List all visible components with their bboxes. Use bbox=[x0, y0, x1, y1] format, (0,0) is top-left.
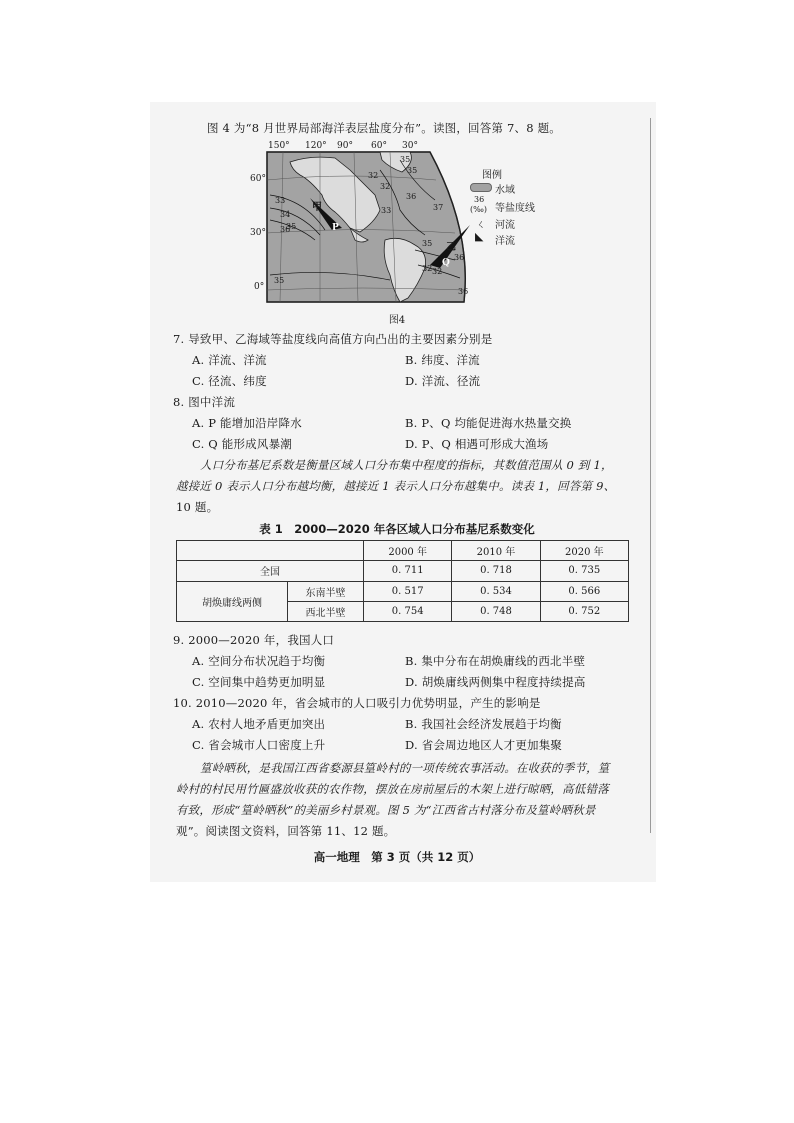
q10-option-b: B. 我国社会经济发展趋于均衡 bbox=[405, 717, 562, 731]
gini-intro-line: 人口分布基尼系数是衡量区域人口分布集中程度的指标，其数值范围从 0 到 1， bbox=[200, 458, 613, 472]
lon-label: 60° bbox=[371, 141, 387, 151]
isoline-value: 32 bbox=[368, 171, 379, 180]
material-line: 观”。阅读图文资料，回答第 11、12 题。 bbox=[176, 824, 396, 838]
table-row bbox=[177, 561, 629, 581]
q8-stem: 8. 图中洋流 bbox=[173, 395, 236, 409]
fig4-caption: 图4 bbox=[388, 315, 406, 326]
legend-item-river: 河流 bbox=[495, 220, 515, 231]
material-line: 岭村的村民用竹匾盛放收获的农作物，摆放在房前屋后的木架上进行晾晒，高低错落 bbox=[176, 782, 609, 796]
isoline-value: 37 bbox=[433, 203, 444, 212]
isoline-value: 33 bbox=[381, 206, 392, 215]
table-cell: 0. 754 bbox=[364, 601, 452, 621]
q10-option-a: A. 农村人地矛盾更加突出 bbox=[192, 717, 326, 731]
isoline-value: 35 bbox=[274, 276, 285, 285]
right-margin-rule bbox=[650, 118, 651, 833]
isoline-value: 35 bbox=[407, 166, 418, 175]
q8-option-d: D. P、Q 相遇可形成大渔场 bbox=[405, 437, 549, 451]
isoline-value: 34 bbox=[280, 210, 291, 219]
table-cell: 0. 735 bbox=[540, 561, 628, 581]
isoline-value: 36 bbox=[406, 192, 417, 201]
current-label-p: P bbox=[332, 223, 339, 233]
q10-option-c: C. 省会城市人口密度上升 bbox=[192, 738, 326, 752]
page-footer: 高一地理 第 3 页（共 12 页） bbox=[313, 850, 481, 864]
lon-label: 150° bbox=[268, 141, 290, 151]
q8-option-a: A. P 能增加沿岸降水 bbox=[192, 416, 302, 430]
legend-isoline-unit: (‰) bbox=[470, 205, 487, 214]
water-swatch-icon bbox=[470, 183, 492, 192]
lon-label: 90° bbox=[337, 141, 353, 151]
lat-label: 0° bbox=[254, 282, 265, 292]
current-label-q: Q bbox=[442, 258, 450, 268]
table-row-label: 全国 bbox=[177, 561, 364, 581]
gini-table bbox=[176, 540, 629, 622]
lat-label: 60° bbox=[250, 174, 266, 184]
legend-isoline-sample: 36 bbox=[474, 195, 485, 204]
fig4-intro: 图 4 为“8 月世界局部海洋表层盐度分布”。读图，回答第 7、8 题。 bbox=[207, 121, 561, 135]
table-cell: 0. 566 bbox=[540, 581, 628, 601]
salinity-map bbox=[250, 140, 530, 305]
table-row-label: 西北半壁 bbox=[288, 601, 364, 621]
sea-label-jia: 甲 bbox=[312, 202, 322, 213]
table1-title: 表 1 2000—2020 年各区域人口分布基尼系数变化 bbox=[259, 522, 535, 536]
isoline-value: 36 bbox=[454, 253, 465, 262]
legend-title: 图例 bbox=[482, 170, 502, 181]
table-cell: 0. 752 bbox=[540, 601, 628, 621]
q7-stem: 7. 导致甲、乙海域等盐度线向高值方向凸出的主要因素分别是 bbox=[173, 332, 493, 346]
isoline-value: 32 bbox=[422, 264, 433, 273]
table-header-cell: 2020 年 bbox=[540, 541, 628, 561]
q9-option-a: A. 空间分布状况趋于均衡 bbox=[192, 654, 326, 668]
table-header-cell: 2000 年 bbox=[364, 541, 452, 561]
q9-option-b: B. 集中分布在胡焕庸线的西北半壁 bbox=[405, 654, 586, 668]
table-row bbox=[177, 581, 629, 601]
sea-label-yi: 乙 bbox=[446, 242, 456, 253]
q7-option-d: D. 洋流、径流 bbox=[405, 374, 481, 388]
isoline-value: 35 bbox=[400, 155, 411, 164]
q7-option-a: A. 洋流、洋流 bbox=[192, 353, 267, 367]
q9-option-c: C. 空间集中趋势更加明显 bbox=[192, 675, 326, 689]
isoline-value: 32 bbox=[380, 182, 391, 191]
table-cell: 0. 748 bbox=[452, 601, 540, 621]
lat-label: 30° bbox=[250, 228, 266, 238]
q9-stem: 9. 2000—2020 年，我国人口 bbox=[173, 633, 335, 647]
isoline-value: 33 bbox=[275, 196, 286, 205]
gini-intro-line: 10 题。 bbox=[176, 500, 219, 514]
table-cell: 0. 711 bbox=[364, 561, 452, 581]
lon-label: 30° bbox=[402, 141, 418, 151]
legend-item-isoline: 等盐度线 bbox=[495, 203, 535, 214]
table-header-row bbox=[177, 541, 629, 561]
table-group-label: 胡焕庸线两侧 bbox=[177, 581, 288, 622]
q10-stem: 10. 2010—2020 年，省会城市的人口吸引力优势明显，产生的影响是 bbox=[173, 696, 541, 710]
q8-option-c: C. Q 能形成风暴潮 bbox=[192, 437, 292, 451]
isoline-value: 36 bbox=[458, 287, 469, 296]
isoline-value: 36 bbox=[280, 225, 291, 234]
table-header-empty bbox=[177, 541, 364, 561]
isoline-value: 35 bbox=[286, 222, 297, 231]
table-cell: 0. 534 bbox=[452, 581, 540, 601]
legend-item-current: 洋流 bbox=[495, 236, 515, 247]
material-line: 有致，形成“篁岭晒秋”的美丽乡村景观。图 5 为“江西省古村落分布及篁岭晒秋景 bbox=[176, 803, 596, 817]
isoline-value: 35 bbox=[422, 239, 433, 248]
q7-option-b: B. 纬度、洋流 bbox=[405, 353, 480, 367]
q7-option-c: C. 径流、纬度 bbox=[192, 374, 267, 388]
table-cell: 0. 517 bbox=[364, 581, 452, 601]
table-cell: 0. 718 bbox=[452, 561, 540, 581]
gini-intro-line: 越接近 0 表示人口分布越均衡，越接近 1 表示人口分布越集中。读表 1，回答第 9、 bbox=[176, 479, 616, 493]
q10-option-d: D. 省会周边地区人才更加集聚 bbox=[405, 738, 563, 752]
table-header-cell: 2010 年 bbox=[452, 541, 540, 561]
q8-option-b: B. P、Q 均能促进海水热量交换 bbox=[405, 416, 572, 430]
isoline-value: 32 bbox=[432, 267, 443, 276]
current-arrow-icon: ◣ bbox=[475, 230, 484, 243]
lon-label: 120° bbox=[305, 141, 327, 151]
q9-option-d: D. 胡焕庸线两侧集中程度持续提高 bbox=[405, 675, 586, 689]
table-row-label: 东南半壁 bbox=[288, 581, 364, 601]
material-line: 篁岭晒秋，是我国江西省婺源县篁岭村的一项传统农事活动。在收获的季节，篁 bbox=[200, 761, 610, 775]
river-icon: ㄑ bbox=[476, 220, 486, 231]
legend-item-water: 水域 bbox=[495, 185, 515, 196]
